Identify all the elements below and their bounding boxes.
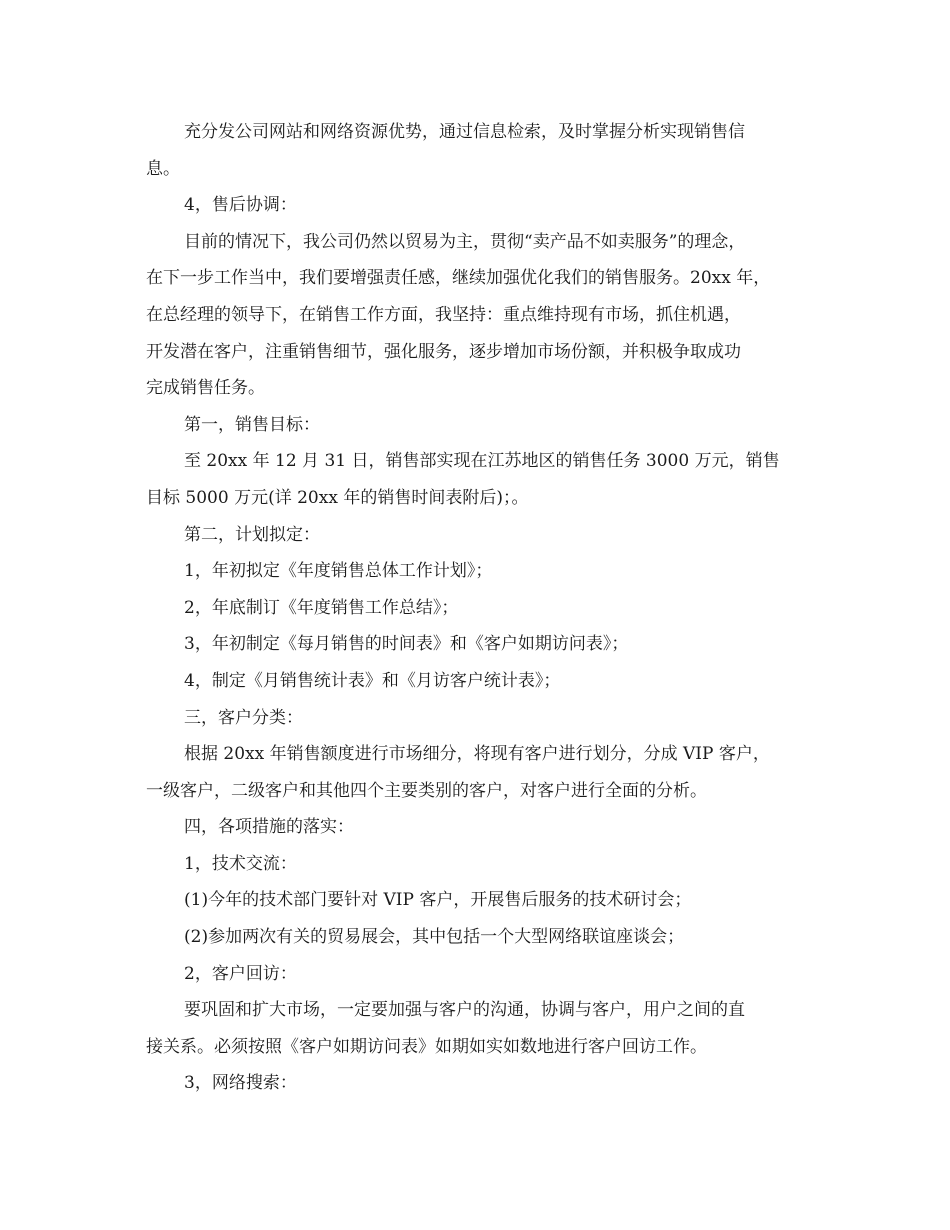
paragraph-line: 第一，销售目标： [184, 414, 320, 435]
paragraph-line: 2，年底制订《年度销售工作总结》； [184, 597, 459, 618]
paragraph-line: 目标 5000 万元(详 20xx 年的销售时间表附后)；。 [146, 487, 529, 508]
paragraph-line: (2)参加两次有关的贸易展会，其中包括一个大型网络联谊座谈会； [184, 927, 685, 948]
paragraph-line: 在总经理的领导下，在销售工作方面，我坚持：重点维持现有市场，抓住机遇， [146, 304, 741, 325]
paragraph-line: 接关系。必须按照《客户如期访问表》如期如实如数地进行客户回访工作。 [146, 1036, 707, 1057]
paragraph-line: 3，网络搜索： [184, 1073, 297, 1094]
document-body [146, 114, 814, 1102]
paragraph-line: (1)今年的技术部门要针对 VIP 客户，开展售后服务的技术研讨会； [184, 890, 692, 911]
paragraph-line: 要巩固和扩大市场，一定要加强与客户的沟通，协调与客户，用户之间的直 [184, 1000, 745, 1021]
paragraph-line: 3，年初制定《每月销售的时间表》和《客户如期访问表》； [184, 634, 629, 655]
paragraph-line: 在下一步工作当中，我们要增强责任感，继续加强优化我们的销售服务。20xx 年， [146, 268, 771, 289]
paragraph-line: 开发潜在客户，注重销售细节，强化服务，逐步增加市场份额，并积极争取成功 [146, 341, 741, 362]
paragraph-line: 充分发公司网站和网络资源优势，通过信息检索，及时掌握分析实现销售信 [184, 122, 745, 142]
paragraph-line: 三，客户分类： [184, 707, 303, 728]
paragraph-line: 2，客户回访： [184, 963, 297, 984]
paragraph-line: 第二，计划拟定： [184, 524, 320, 545]
paragraph-line: 一级客户，二级客户和其他四个主要类别的客户，对客户进行全面的分析。 [146, 780, 707, 801]
paragraph-line: 4，制定《月销售统计表》和《月访客户统计表》； [184, 670, 561, 691]
paragraph-line: 4，售后协调： [184, 195, 297, 216]
paragraph-line: 目前的情况下，我公司仍然以贸易为主，贯彻“卖产品不如卖服务”的理念， [184, 231, 746, 252]
paragraph-line: 完成销售任务。 [146, 378, 265, 399]
paragraph-line: 至 20xx 年 12 月 31 日，销售部实现在江苏地区的销售任务 3000 万元，销售 [184, 451, 780, 472]
paragraph-line: 四，各项措施的落实： [184, 817, 354, 838]
paragraph-line: 1，技术交流： [184, 853, 297, 874]
paragraph-line: 息。 [146, 158, 180, 179]
paragraph-line: 1，年初拟定《年度销售总体工作计划》； [184, 561, 493, 582]
paragraph-line: 根据 20xx 年销售额度进行市场细分，将现有客户进行划分，分成 VIP 客户， [184, 744, 770, 765]
